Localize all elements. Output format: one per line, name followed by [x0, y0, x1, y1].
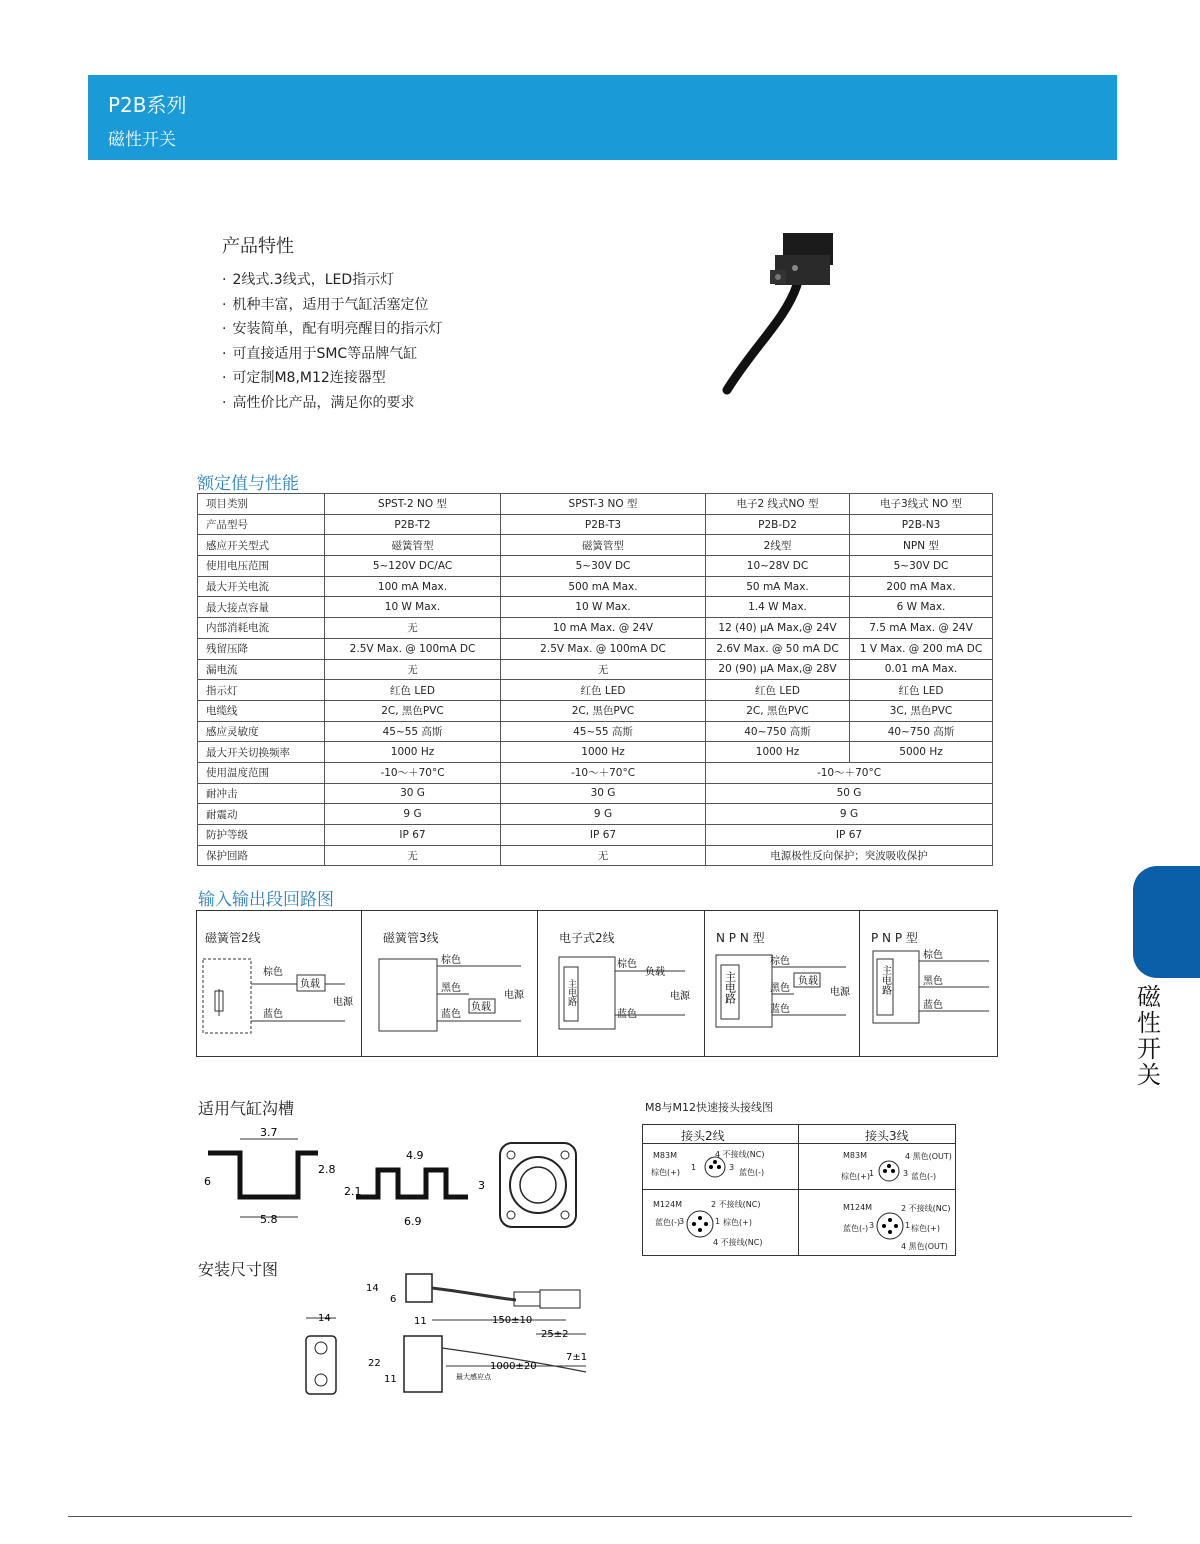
connector-model: M83M [653, 1151, 677, 1160]
spec-value-cell: 1000 Hz [325, 742, 501, 763]
spec-value-cell: 5~30V DC [850, 556, 993, 577]
spec-label-cell: 产品型号 [198, 514, 325, 535]
connector-pin-icon [875, 1211, 905, 1241]
circuit-label: 电源 [670, 991, 690, 1002]
spec-value-cell: 0.01 mA Max. [850, 659, 993, 680]
specs-title: 额定值与性能 [197, 474, 299, 494]
connector-pin-icon [877, 1159, 901, 1183]
connector-pin: 棕色(+) [723, 1218, 752, 1227]
circuit-label: 蓝色 [263, 1009, 283, 1020]
spec-value-cell: SPST-2 NO 型 [325, 494, 501, 515]
circuit-label: 蓝色 [923, 1000, 943, 1011]
groove-dim: 3.7 [260, 1126, 278, 1139]
circuit-label: 黑色 [770, 983, 790, 994]
connector-pin: 蓝色(-) [739, 1168, 765, 1177]
feature-item: · 安装简单，配有明亮醒目的指示灯 [222, 317, 442, 342]
spec-value-cell: 30 G [501, 783, 706, 804]
circuit-label: 电源 [504, 990, 524, 1001]
circuit-label: 棕色 [770, 956, 790, 967]
feature-item: · 机种丰富，适用于气缸活塞定位 [222, 293, 442, 318]
spec-value-cell: -10～＋70°C [501, 762, 706, 783]
spec-value-cell: 2线型 [706, 535, 850, 556]
install-dim: 6 [390, 1294, 397, 1305]
spec-label-cell: 最大开关切换频率 [198, 742, 325, 763]
connector-pin: 3 [729, 1163, 735, 1172]
circuit-drawing [197, 911, 361, 1056]
connectors-title: M8与M12快速接头接线图 [645, 1101, 773, 1114]
spec-row [198, 825, 993, 846]
spec-value-cell: 50 mA Max. [706, 576, 850, 597]
feature-item: · 可直接适用于SMC等品牌气缸 [222, 342, 442, 367]
spec-value-cell: 2.5V Max. @ 100mA DC [325, 638, 501, 659]
connector-pin: 棕色(+) [911, 1224, 940, 1233]
spec-value-cell: 10 mA Max. @ 24V [501, 618, 706, 639]
spec-header-row [198, 494, 993, 515]
groove-dim: 4.9 [406, 1149, 424, 1162]
connector-pin: 3 [679, 1217, 685, 1226]
spec-value-cell: 20 (90) μA Max,@ 28V [706, 659, 850, 680]
connector-pin-icon [685, 1209, 715, 1239]
spec-value-cell: 6 W Max. [850, 597, 993, 618]
circuit-label: 棕色 [263, 967, 283, 978]
connector-pin: 4 不接线(NC) [715, 1150, 765, 1159]
connector-pin: 4 黑色(OUT) [905, 1152, 952, 1161]
series-title: P2B系列 [108, 93, 187, 117]
spec-row [198, 721, 993, 742]
connector-pin: 3 [903, 1169, 909, 1178]
circuit-label: 电源 [333, 997, 353, 1008]
groove-dim: 5.8 [260, 1213, 278, 1226]
groove-dim: 3 [478, 1179, 485, 1192]
spec-label-cell: 电缆线 [198, 700, 325, 721]
spec-label-cell: 使用温度范围 [198, 762, 325, 783]
circuit-drawing [361, 911, 537, 1056]
groove-dim: 2.8 [318, 1163, 336, 1176]
spec-value-cell: 30 G [325, 783, 501, 804]
side-tab-label: 磁性开关 [1137, 983, 1161, 1089]
spec-value-cell: P2B-N3 [850, 514, 993, 535]
connector-pin: 4 不接线(NC) [713, 1238, 763, 1247]
features-title: 产品特性 [222, 236, 294, 257]
spec-value-cell: 1.4 W Max. [706, 597, 850, 618]
side-tab [1133, 866, 1200, 978]
install-dim: 1000±20 [490, 1361, 537, 1372]
connector-col-2wire: 接头2线 [681, 1129, 725, 1143]
spec-label-cell: 内部消耗电流 [198, 618, 325, 639]
spec-label-cell: 耐冲击 [198, 783, 325, 804]
spec-value-cell: 无 [501, 659, 706, 680]
circuit-cell [361, 911, 538, 1056]
connector-model: M124M [653, 1200, 683, 1209]
spec-value-cell: 红色 LED [501, 680, 706, 701]
circuit-title: N P N 型 [716, 931, 765, 945]
features-list [222, 268, 442, 416]
connector-pin: 棕色(+) [651, 1168, 680, 1177]
connector-col-3wire: 接头3线 [865, 1129, 909, 1143]
spec-value-cell: 2C, 黑色PVC [325, 700, 501, 721]
spec-value-cell: 无 [325, 618, 501, 639]
spec-label-cell: 漏电流 [198, 659, 325, 680]
page-header [88, 75, 1117, 160]
circuit-label: 主电路 [879, 965, 891, 995]
spec-value-cell: 5000 Hz [850, 742, 993, 763]
spec-value-cell: 7.5 mA Max. @ 24V [850, 618, 993, 639]
circuit-cell [704, 911, 860, 1056]
spec-value-cell: 500 mA Max. [501, 576, 706, 597]
install-dim: 14 [366, 1283, 379, 1294]
spec-value-cell: 红色 LED [706, 680, 850, 701]
circuit-label: 负载 [300, 979, 320, 990]
spec-value-cell: 1 V Max. @ 200 mA DC [850, 638, 993, 659]
spec-value-cell: P2B-D2 [706, 514, 850, 535]
connector-pin: 4 黑色(OUT) [901, 1242, 948, 1251]
circuit-drawing [859, 911, 997, 1056]
circuit-label: 蓝色 [617, 1009, 637, 1020]
spec-value-cell: 2.6V Max. @ 50 mA DC [706, 638, 850, 659]
groove-dim: 6.9 [404, 1215, 422, 1228]
spec-value-cell: 无 [501, 845, 706, 866]
circuit-label: 蓝色 [770, 1004, 790, 1015]
spec-value-cell: 40~750 高斯 [706, 721, 850, 742]
spec-value-cell: 磁簧管型 [325, 535, 501, 556]
spec-value-cell: 9 G [325, 804, 501, 825]
spec-value-cell: 2C, 黑色PVC [501, 700, 706, 721]
spec-row [198, 514, 993, 535]
connector-pin: 2 不接线(NC) [901, 1204, 951, 1213]
spec-label-cell: 感应开关型式 [198, 535, 325, 556]
spec-row [198, 762, 993, 783]
circuit-cell [537, 911, 705, 1056]
circuit-diagrams [196, 910, 998, 1057]
connector-pin: 蓝色(-) [911, 1172, 937, 1181]
spec-value-cell: IP 67 [706, 825, 993, 846]
connector-pin: 1 [869, 1169, 875, 1178]
circuit-cell [859, 911, 997, 1056]
circuit-label: 棕色 [923, 950, 943, 961]
spec-label-cell: 防护等级 [198, 825, 325, 846]
spec-label-cell: 项目类别 [198, 494, 325, 515]
circuit-title: 磁簧管3线 [383, 931, 439, 945]
connector-model: M124M [843, 1203, 873, 1212]
spec-row [198, 576, 993, 597]
footer-rule [68, 1516, 1132, 1517]
connector-pin: 2 不接线(NC) [711, 1200, 761, 1209]
spec-value-cell: 无 [325, 659, 501, 680]
spec-value-cell: 50 G [706, 783, 993, 804]
spec-label-cell: 残留压降 [198, 638, 325, 659]
spec-value-cell: 9 G [501, 804, 706, 825]
install-dim: 14 [318, 1313, 331, 1324]
feature-item: · 高性价比产品，满足你的要求 [222, 391, 442, 416]
circuits-title: 输入输出段回路图 [198, 890, 334, 910]
groove-dim: 2.1 [344, 1185, 362, 1198]
circuit-title: P N P 型 [871, 931, 918, 945]
install-title: 安装尺寸图 [198, 1260, 279, 1279]
circuit-label: 黑色 [923, 976, 943, 987]
spec-value-cell: 2.5V Max. @ 100mA DC [501, 638, 706, 659]
spec-value-cell: 1000 Hz [501, 742, 706, 763]
circuit-label: 蓝色 [441, 1009, 461, 1020]
spec-label-cell: 耐震动 [198, 804, 325, 825]
connector-pin: 1 [691, 1163, 697, 1172]
circuit-label: 电源 [830, 987, 850, 998]
connector-pin: 蓝色(-) [655, 1218, 681, 1227]
spec-value-cell: 9 G [706, 804, 993, 825]
spec-row [198, 804, 993, 825]
product-photo [715, 225, 845, 400]
circuit-label: 棕色 [441, 955, 461, 966]
circuit-title: 磁簧管2线 [205, 931, 261, 945]
circuit-label: 负载 [645, 967, 665, 978]
connector-pin: 蓝色(-) [843, 1224, 869, 1233]
spec-value-cell: IP 67 [325, 825, 501, 846]
spec-value-cell: P2B-T3 [501, 514, 706, 535]
feature-item: · 可定制M8,M12连接器型 [222, 366, 442, 391]
install-dim: 150±10 [492, 1315, 533, 1326]
spec-row [198, 597, 993, 618]
spec-value-cell: IP 67 [501, 825, 706, 846]
spec-row [198, 700, 993, 721]
spec-table [197, 493, 993, 866]
connector-pin: 棕色(+) [841, 1172, 870, 1181]
spec-label-cell: 最大开关电流 [198, 576, 325, 597]
connector-model: M83M [843, 1151, 867, 1160]
spec-value-cell: -10～＋70°C [706, 762, 993, 783]
spec-row [198, 556, 993, 577]
spec-value-cell: 100 mA Max. [325, 576, 501, 597]
spec-value-cell: 2C, 黑色PVC [706, 700, 850, 721]
spec-value-cell: 电子3线式 NO 型 [850, 494, 993, 515]
spec-value-cell: 1000 Hz [706, 742, 850, 763]
circuit-label: 主电路 [723, 971, 737, 1004]
groove-drawings [198, 1125, 618, 1235]
spec-row [198, 742, 993, 763]
spec-value-cell: 45~55 高斯 [325, 721, 501, 742]
spec-label-cell: 保护回路 [198, 845, 325, 866]
spec-value-cell: 12 (40) μA Max,@ 24V [706, 618, 850, 639]
spec-row [198, 845, 993, 866]
spec-row [198, 638, 993, 659]
groove-dim: 6 [204, 1175, 211, 1188]
spec-value-cell: 无 [325, 845, 501, 866]
spec-value-cell: 200 mA Max. [850, 576, 993, 597]
spec-value-cell: -10～＋70°C [325, 762, 501, 783]
spec-value-cell: 10 W Max. [325, 597, 501, 618]
spec-value-cell: 红色 LED [850, 680, 993, 701]
spec-value-cell: 40~750 高斯 [850, 721, 993, 742]
connector-table [642, 1124, 956, 1256]
spec-value-cell: 10~28V DC [706, 556, 850, 577]
install-dim: 25±2 [541, 1329, 569, 1340]
install-dim: 11 [384, 1374, 397, 1385]
spec-label-cell: 最大接点容量 [198, 597, 325, 618]
spec-label-cell: 感应灵敏度 [198, 721, 325, 742]
spec-row [198, 618, 993, 639]
install-dim: 22 [368, 1358, 381, 1369]
spec-value-cell: 10 W Max. [501, 597, 706, 618]
spec-value-cell: 3C, 黑色PVC [850, 700, 993, 721]
install-dim: 11 [414, 1316, 427, 1327]
connector-pin: 3 [869, 1221, 875, 1230]
connector-pin: 1 [905, 1221, 911, 1230]
install-note: 最大感应点 [456, 1373, 491, 1381]
connector-pin: 1 [715, 1217, 721, 1226]
spec-row [198, 659, 993, 680]
spec-value-cell: 电子2 线式NO 型 [706, 494, 850, 515]
spec-value-cell: NPN 型 [850, 535, 993, 556]
circuit-drawing [704, 911, 859, 1056]
grooves-title: 适用气缸沟槽 [198, 1099, 295, 1118]
install-dim: 7±1 [566, 1352, 588, 1363]
spec-value-cell: SPST-3 NO 型 [501, 494, 706, 515]
circuit-label: 负载 [471, 1002, 491, 1013]
circuit-label: 主电路 [566, 979, 576, 1006]
spec-value-cell: P2B-T2 [325, 514, 501, 535]
spec-row [198, 680, 993, 701]
circuit-label: 棕色 [617, 959, 637, 970]
circuit-label: 负载 [798, 976, 818, 987]
spec-value-cell: 45~55 高斯 [501, 721, 706, 742]
circuit-drawing [537, 911, 704, 1056]
spec-value-cell: 红色 LED [325, 680, 501, 701]
spec-value-cell: 5~30V DC [501, 556, 706, 577]
circuit-label: 黑色 [441, 983, 461, 994]
install-drawing [296, 1262, 616, 1402]
spec-label-cell: 指示灯 [198, 680, 325, 701]
spec-label-cell: 使用电压范围 [198, 556, 325, 577]
spec-value-cell: 电源极性反向保护；突波吸收保护 [706, 845, 993, 866]
spec-value-cell: 磁簧管型 [501, 535, 706, 556]
feature-item: · 2线式.3线式，LED指示灯 [222, 268, 442, 293]
circuit-cell [197, 911, 362, 1056]
spec-row [198, 535, 993, 556]
spec-row [198, 783, 993, 804]
circuit-title: 电子式2线 [559, 931, 615, 945]
category-title: 磁性开关 [108, 130, 176, 150]
spec-value-cell: 5~120V DC/AC [325, 556, 501, 577]
